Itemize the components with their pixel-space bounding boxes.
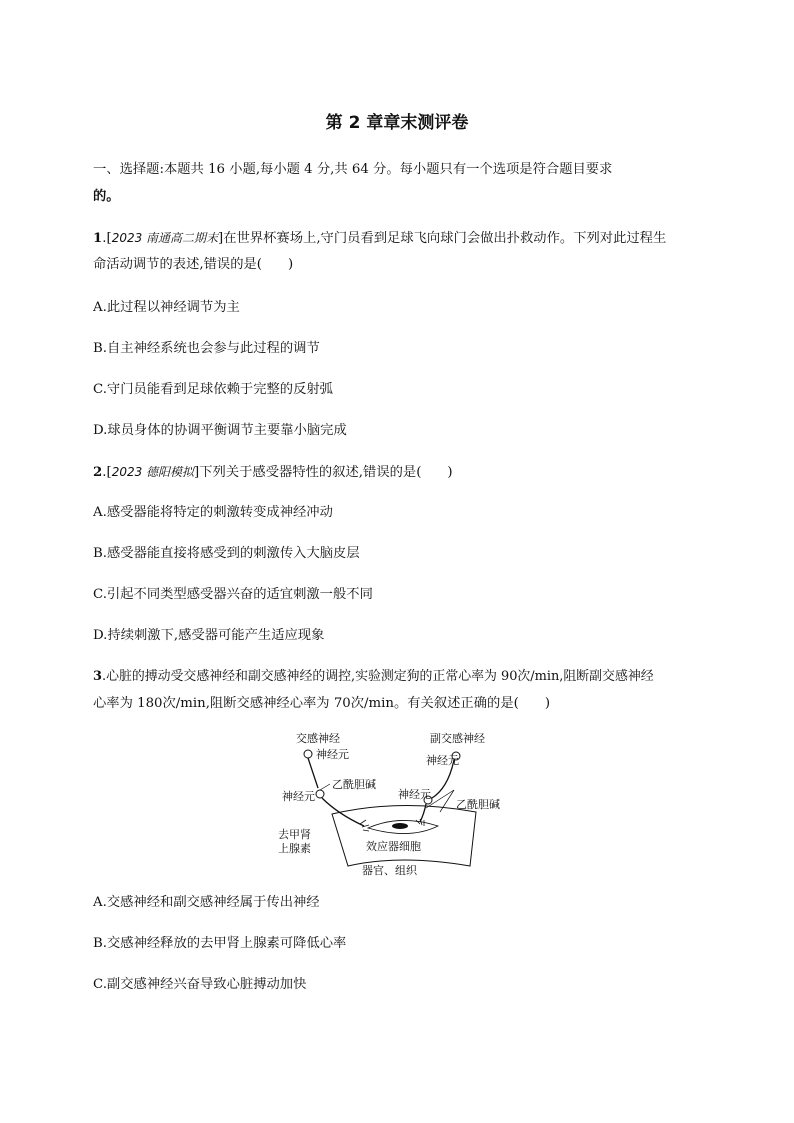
label-acetylcholine: 乙酰胆碱: [332, 778, 376, 791]
option-b: B.感受器能直接将感受到的刺激传入大脑皮层: [93, 546, 360, 561]
effector-nucleus: [392, 823, 408, 829]
sympathetic-fiber: [308, 758, 318, 788]
nerve-ending: [360, 820, 369, 831]
question-stem: .心脏的搏动受交感神经和副交感神经的调控,实验测定狗的正常心率为 90次/min,阻断副交感神经: [101, 669, 654, 684]
section-header-line1: 一、选择题:本题共 16 小题,每小题 4 分,共 64 分。每小题只有一个选项是符合题目要求: [93, 162, 613, 177]
label-neuron: 神经元: [316, 748, 349, 761]
organ-tissue: [332, 805, 476, 866]
neuron-cell-body: [304, 750, 312, 758]
label-neuron: 神经元: [398, 788, 431, 801]
option-d: D.球员身体的协调平衡调节主要靠小脑完成: [93, 423, 347, 438]
option-b: B.交感神经释放的去甲肾上腺素可降低心率: [93, 936, 347, 951]
answer-paren: ): [544, 696, 551, 711]
question-stem: 下列关于感受器特性的叙述,错误的是(: [199, 465, 422, 480]
pointer-line: [320, 784, 330, 790]
question-stem: 心率为 180次/min,阻断交感神经心率为 70次/min。有关叙述正确的是(: [93, 696, 519, 711]
question-stem: 在世界杯赛场上,守门员看到足球飞向球门会做出扑救动作。下列对此过程生: [223, 231, 667, 246]
label-norepinephrine: 去甲肾: [278, 828, 311, 841]
question-source: 2023 德阳模拟: [111, 465, 195, 479]
question-number: 1: [93, 231, 103, 246]
label-parasympathetic: 副交感神经: [430, 732, 485, 745]
answer-paren: ): [447, 465, 453, 480]
question-number: 2: [93, 465, 103, 480]
option-a: A.此过程以神经调节为主: [93, 300, 240, 315]
option-d: D.持续刺激下,感受器可能产生适应现象: [93, 628, 325, 643]
label-organ-tissue: 器官、组织: [362, 864, 417, 877]
page-title: 第 2 章章末测评卷: [325, 113, 469, 133]
option-a: A.交感神经和副交感神经属于传出神经: [93, 895, 320, 910]
option-c: C.守门员能看到足球依赖于完整的反射弧: [93, 382, 333, 397]
label-norepinephrine: 上腺素: [278, 842, 311, 855]
question-source: 2023 南通高二期末: [111, 231, 219, 245]
label-acetylcholine: 乙酰胆碱: [456, 798, 500, 811]
option-b: B.自主神经系统也会参与此过程的调节: [93, 341, 320, 356]
label-neuron: 神经元: [282, 790, 315, 803]
question-stem: 命活动调节的表述,错误的是(: [93, 257, 262, 272]
option-c: C.引起不同类型感受器兴奋的适宜刺激一般不同: [93, 587, 373, 602]
option-c: C.副交感神经兴奋导致心脏搏动加快: [93, 977, 307, 992]
section-header-line2: 的。: [93, 189, 120, 204]
nerve-diagram: [270, 728, 530, 878]
question-3-line1: [93, 667, 713, 687]
question-1-line1: 1.[2023 南通高二期末]在世界杯赛场上,守门员看到足球飞向球门会做出扑救动作。下列对此过程生: [93, 231, 667, 246]
label-effector-cell: 效应器细胞: [366, 840, 421, 853]
question-1-line2: [93, 255, 713, 275]
question-3-line2: [93, 694, 713, 714]
answer-paren: ): [287, 257, 294, 272]
label-sympathetic: 交感神经: [296, 732, 340, 745]
option-a: A.感受器能将特定的刺激转变成神经冲动: [93, 505, 333, 520]
question-2-line1: 2.[2023 德阳模拟]下列关于感受器特性的叙述,错误的是( ): [93, 465, 453, 480]
label-neuron: 神经元: [426, 754, 459, 767]
parasympathetic-postganglionic-fiber: [420, 804, 426, 822]
question-number: 3: [93, 669, 102, 684]
neuron-cell-body: [316, 790, 324, 798]
